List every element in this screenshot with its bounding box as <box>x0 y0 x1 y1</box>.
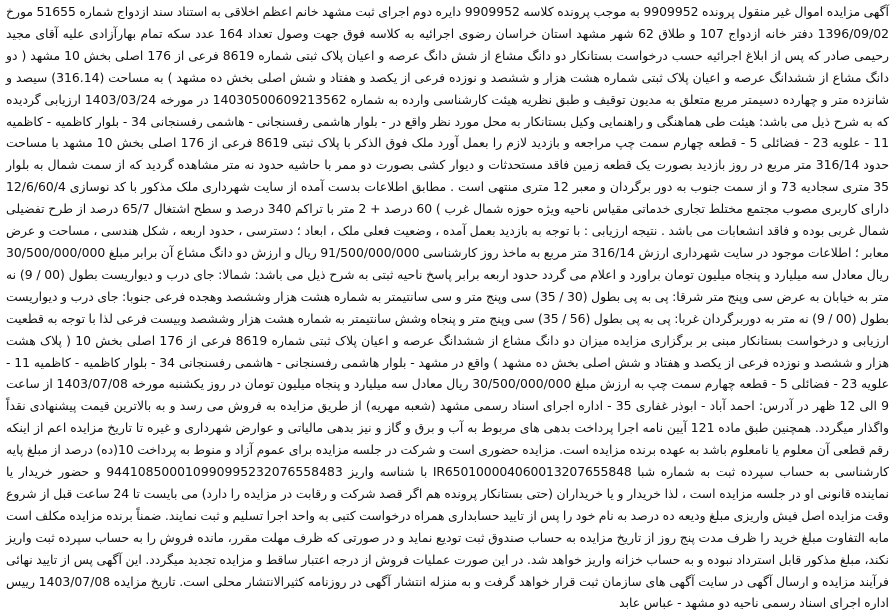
auction-notice-text: آگهی مزایده اموال غیر منقول پرونده 9909952 به موجب پرونده کلاسه 9909952 دایره دوم اجرای ثبت مشهد خانم اعظم اخلاقی به استناد سند ازدواج شماره 51655 مورخ 1396/09/02 دفتر خانه ازدواج 107 و طلاق 62 شهر مشهد استان خراسان رضوی اجرائیه به کلاسه فوق جهت وصول تعداد 164 عدد سکه تمام بهارآزادی علیه آقای مجید رحیمی صادر که پس از ابلاغ اجرائیه حسب درخواست بستانکار دو دانگ مشاع از شش دانگ عرصه و اعیان پلاک ثبتی شماره 8619 فرعی از 176 اصلی بخش 10 مشهد ( دو دانگ مشاع از ششدانگ عرصه و اعیان پلاک ثبتی شماره هشت هزار و ششصد و نوزده فرعی از یکصد و هفتاد و شش اصلی بخش ده مشهد ) به مساحت (316.14) سیصد و شانزده متر و چهارده دسیمتر مربع متعلق به مدیون توقیف و طبق نظریه هیئت کارشناسی وارده به شماره 14030500609213562 در مورخه 1403/03/24 ارزیابی گردیده که به شرح ذیل می باشد: هیئت طی هماهنگی و راهنمایی وکیل بستانکار به محل مورد نظر واقع در - بلوار هاشمی رفسنجانی - هاشمی رفسنجانی 34 - بلوار کاظمیه - کاظمیه 11 - علویه 23 - فضائلی 5 - قطعه چهارم سمت چپ مراجعه و بازدید لازم را بعمل آورد ملک فوق الذکر با پلاک ثبتی 8619 فرعی از 176 اصلی بخش 10 مشهد با مساحت حدود 316/14 متر مربع در روز بازدید بصورت یک قطعه زمین فاقد مستحدثات و دیوار کشی بصورت دو ممر با حاشیه حدود نه متر مشاهده گردید که از سمت شمال به بلوار 35 متری سجادیه 73 و از سمت جنوب به دور برگردان و معبر 12 متری منتهی است . مطابق اطلاعات بدست آمده از سایت شهرداری ملک مذکور با کد نوسازی 12/6/60/4 دارای کاربری مصوب مجتمع مختلط تجاری خدماتی مقیاس ناحیه ویژه حوزه شمال غرب ) 60 درصد + 2 متر با تراکم 340 درصد و سطح اشتغال 65/7 درصد از طرح تفضیلی شمال غربی بوده و فاقد انشعابات می باشد . نتیجه ارزیابی : با توجه به بازدید بعمل آمده ، وضعیت فعلی ملک ، ابعاد ؛ دسترسی ، حدود اربعه ، شکل هندسی ، مساحت و عرض معابر ؛ اطلاعات موجود در سایت شهرداری ارزش 316/14 متر مربع به ماخذ روز کارشناسی 91/500/000/000 ریال و ارزش دو دانگ مشاع آن برابر مبلغ 30/500/000/000 ریال معادل سه میلیارد و پنجاه میلیون تومان براورد و اعلام می گردد حدود اربعه برابر پاسخ ناحیه ثبتی به شرح ذیل می باشد: شمالا: جای درب و دیواریست بطول (00 / 9) نه متر به خیابان به عرض سی وپنج متر شرقا: پی به پی بطول (30 / 35) سی وپنج متر و سی سانتیمتر به شماره هشت هزار وششصد وهجده فرعی جنوبا: جای درب و دیواریست بطول (00 / 9) نه متر به دوربرگردان غربا: پی به پی بطول (56 / 35) سی وپنج متر و پنجاه وشش سانتیمتر به شماره هشت هزار وششصد وبیست فرعی لذا با توجه به قطعیت ارزیابی و درخواست بستانکار مبنی بر برگزاری مزایده میزان دو دانگ مشاع از ششدانگ عرصه و اعیان پلاک ثبتی شماره 8619 فرعی از 176 اصلی بخش 10 ( پلاک هشت هزار و ششصد و نوزده فرعی از یکصد و هفتاد و شش اصلی بخش ده مشهد ) واقع در مشهد - بلوار هاشمی رفسنجانی - هاشمی رفسنجانی 34 - بلوار کاظمیه - کاظمیه 11 - علویه 23 - فضائلی 5 - قطعه چهارم سمت چپ به ارزش مبلغ 30/500/000/000 ریال معادل سه میلیارد و پنجاه میلیون تومان در روز یکشنبه مورخه 1403/07/08 از ساعت 9 الی 12 ظهر در آدرس: احمد آباد - ابوذر غفاری 35 - اداره اجرای اسناد رسمی مشهد (شعبه مهریه) از طریق مزایده به فروش می رسد و به بالاترین قیمت پیشنهادی نقداً واگذار میگردد. همچنین طبق ماده 121 آیین نامه اجرا پرداخت بدهی های مربوط به آب و برق و گاز و نیز بدهی مالیاتی و عوارض شهرداری و غیره تا تاریخ مزایده اعم از اینکه رقم قطعی آن معلوم یا نامعلوم باشد به عهده برنده مزایده است. مزایده حضوری است و شرکت در جلسه مزایده برای عموم آزاد و منوط به پرداخت 10(ده) درصد از مبلغ پایه کارشناسی به حساب سپرده ثبت به شماره شبا IR650100004060013207655848 با شناسه واریز 944108500010990995232076558483 و حضور خریدار یا نماینده قانونی او در جلسه مزایده است ، لذا خریدار و یا خریداران (حتی بستانکار پرونده هم اگر قصد شرکت و رقابت در مزایده را دارد) می بایست تا 24 ساعت قبل از شروع وقت مزایده اصل فیش واریزی مبلغ ودیعه ده درصد به نام خود را پس از تایید حسابداری همراه درخواست کتبی به واحد اجرا تسلیم و ثبت نمایند. ضمناً برنده مزایده مکلف است مابه التفاوت مبلغ خرید را ظرف مدت پنج روز از تاریخ مزایده به حساب صندوق ثبت تودیع نماید و در صورتی که ظرف مهلت مقرر، مانده فروش را به حساب سپرده ثبت واریز نکند، مبلغ مذکور قابل استرداد نبوده و به حساب خزانه واریز خواهد شد. در این صورت عملیات فروش از درجه اعتبار ساقط و مزایده تجدید میگردد. این آگهی پس از تایید نهائی فرآیند مزایده و ارسال آگهی در سایت آگهی های سازمان ثبت قرار خواهد گرفت و به منزله انتشار آگهی در روزنامه کثیرالانتشار محلی است. تاریخ مزایده 1403/07/08 رییس اداره اجرای اسناد رسمی ناحیه دو مشهد - عباس عابد <box>6 4 890 611</box>
